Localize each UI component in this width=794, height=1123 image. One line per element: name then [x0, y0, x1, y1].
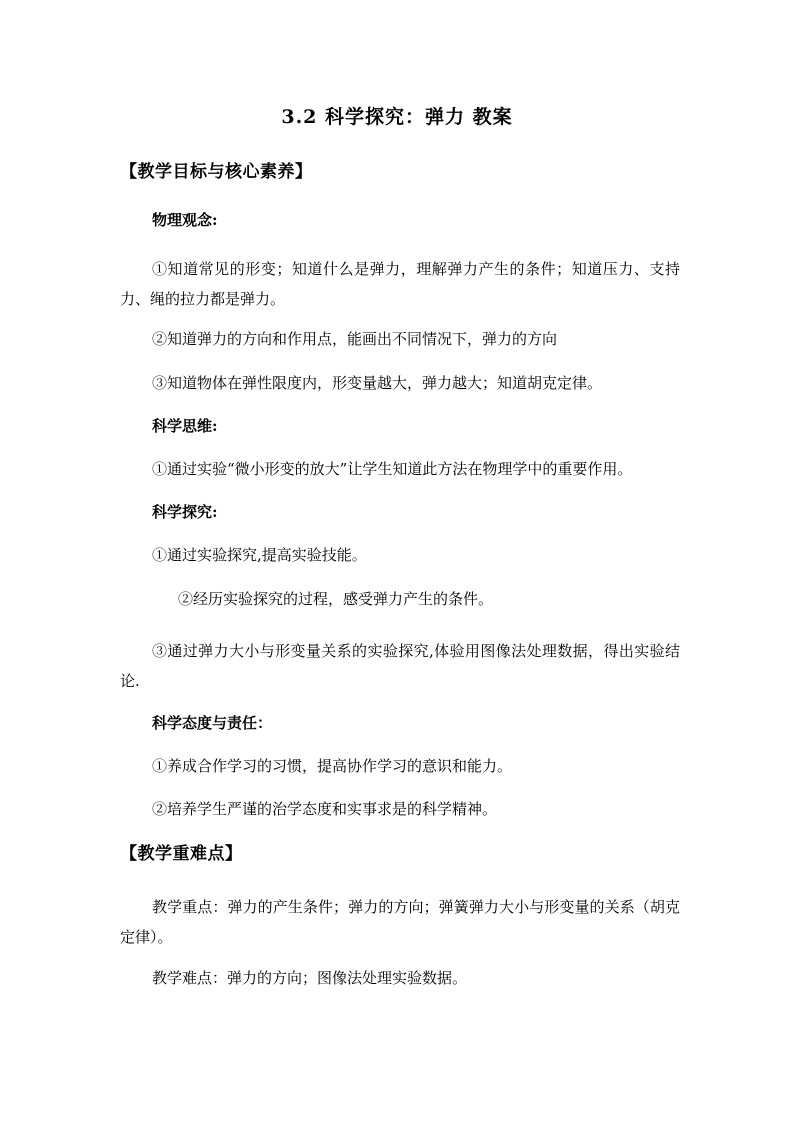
section-heading-key-difficult: 【教学重难点】	[120, 844, 243, 864]
paragraph-physics-concept-1: ①知道常见的形变；知道什么是弹力，理解弹力产生的条件；知道压力、支持力、绳的拉力都是弹力。	[120, 260, 680, 308]
paragraph-scientific-thinking-1: ①通过实验“微小形变的放大”让学生知道此方法在物理学中的重要作用。	[152, 460, 633, 478]
paragraph-attitude-2: ②培养学生严谨的治学态度和实事求是的科学精神。	[152, 800, 498, 818]
subheading-attitude: 科学态度与责任：	[152, 714, 273, 732]
paragraph-physics-concept-2: ②知道弹力的方向和作用点，能画出不同情况下，弹力的方向	[152, 330, 558, 348]
subheading-scientific-inquiry: 科学探究:	[152, 503, 218, 521]
paragraph-difficulties: 教学难点：弹力的方向；图像法处理实验数据。	[152, 969, 468, 987]
section-heading-objectives: 【教学目标与核心素养】	[120, 162, 313, 182]
paragraph-scientific-inquiry-3: ③通过弹力大小与形变量关系的实验探究,体验用图像法处理数据，得出实验结论.	[120, 642, 680, 690]
document-title: 3.2 科学探究：弹力 教案	[281, 106, 513, 128]
paragraph-scientific-inquiry-2: ②经历实验探究的过程，感受弹力产生的条件。	[178, 590, 494, 608]
subheading-physics-concept: 物理观念:	[152, 211, 218, 229]
subheading-scientific-thinking: 科学思维:	[152, 417, 218, 435]
paragraph-physics-concept-3: ③知道物体在弹性限度内，形变量越大，弹力越大；知道胡克定律。	[152, 374, 603, 392]
paragraph-scientific-inquiry-1: ①通过实验探究,提高实验技能。	[152, 546, 367, 564]
paragraph-key-points: 教学重点：弹力的产生条件；弹力的方向；弹簧弹力大小与形变量的关系（胡克定律）。	[120, 898, 680, 946]
paragraph-attitude-1: ①养成合作学习的习惯，提高协作学习的意识和能力。	[152, 757, 513, 775]
